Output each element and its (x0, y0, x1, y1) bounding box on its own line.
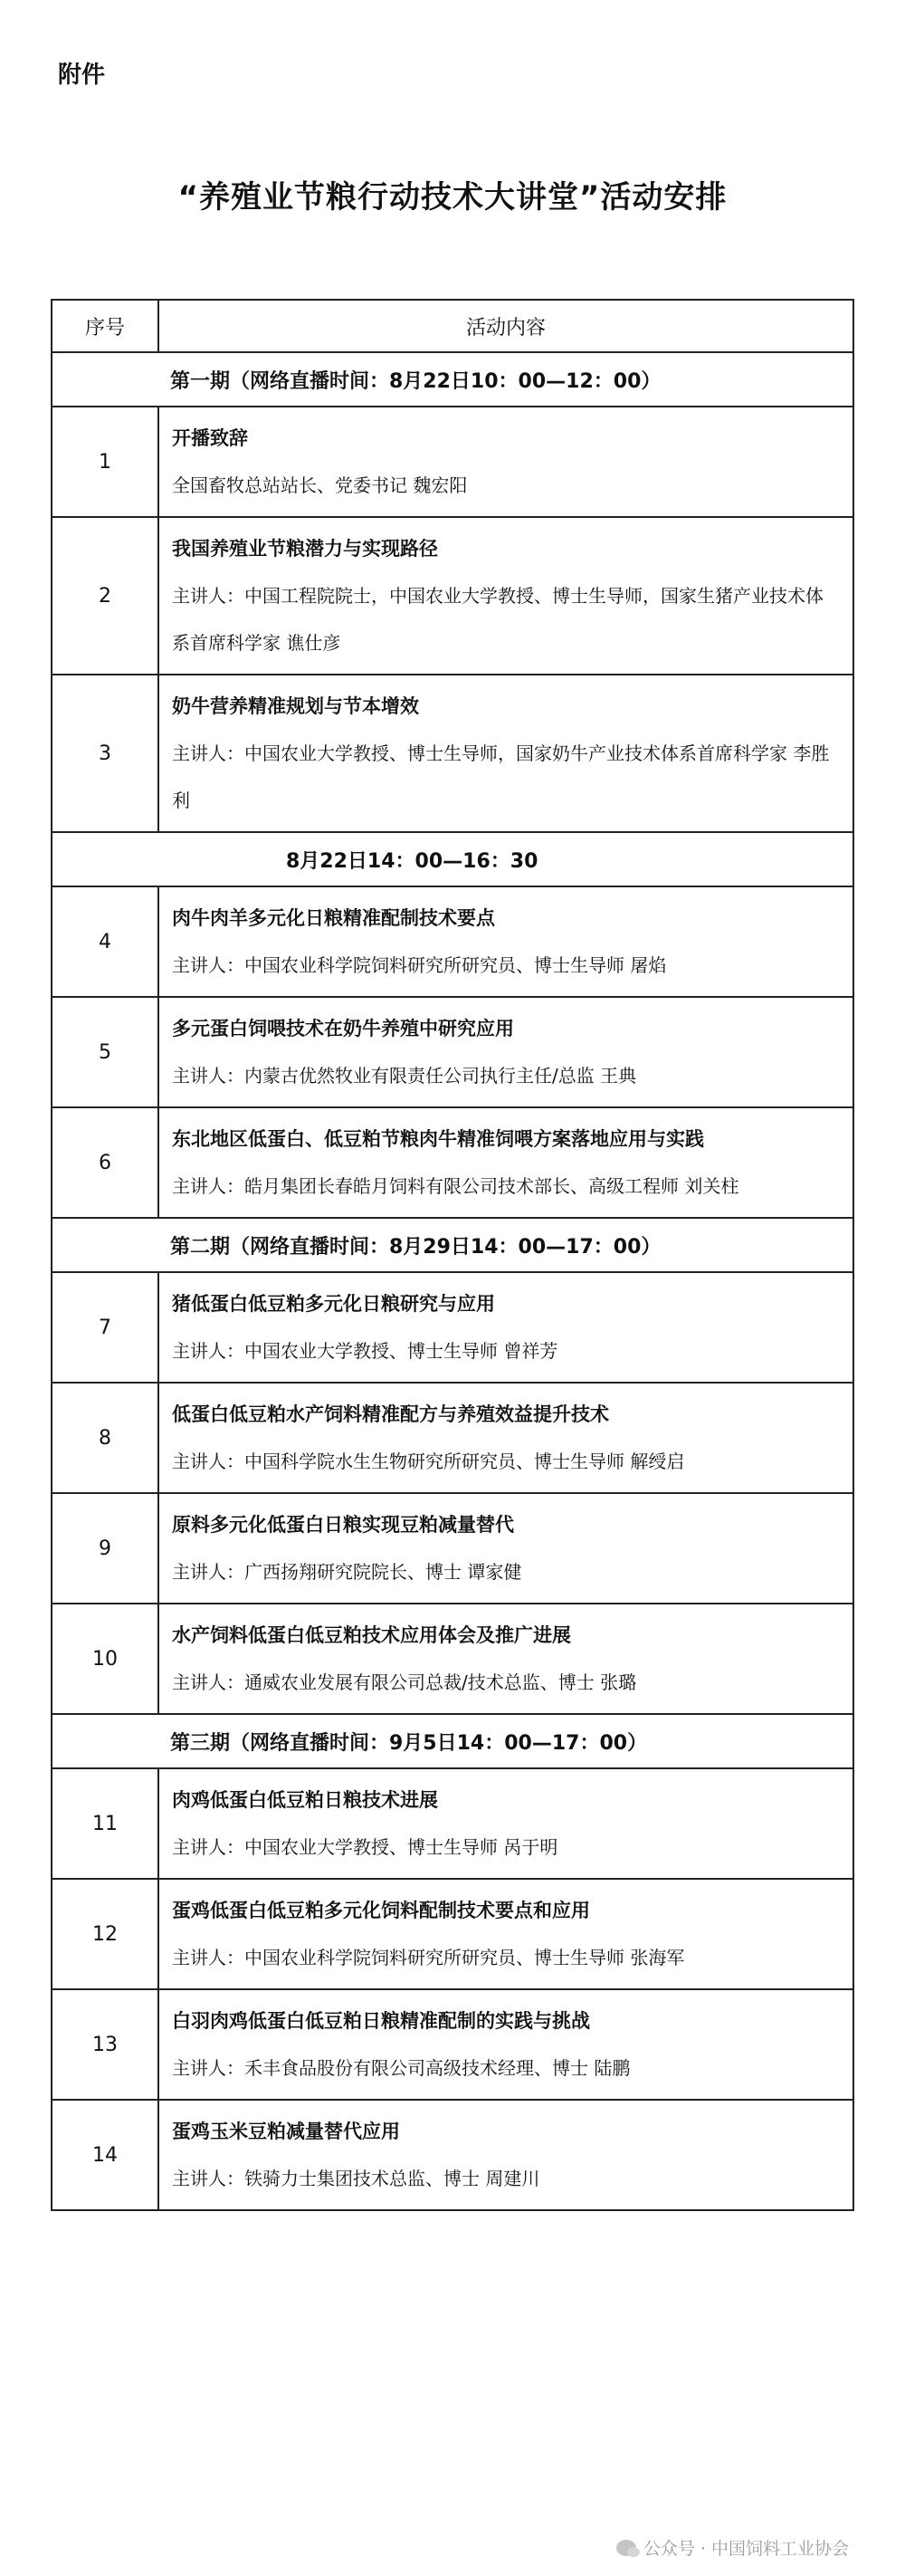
table-row (52, 1879, 853, 1989)
section-heading: 8月22日14：00—16：30 (52, 832, 853, 886)
item-content (158, 1272, 853, 1383)
item-speaker: 主讲人：中国农业大学教授、博士生导师，国家奶牛产业技术体系首席科学家 李胜利 (172, 742, 830, 811)
table-row (52, 997, 853, 1107)
item-speaker: 主讲人：中国工程院院士，中国农业大学教授、博士生导师，国家生猪产业技术体系首席科学家 谯仕彦 (172, 585, 824, 654)
item-content (158, 997, 853, 1107)
item-title: 原料多元化低蛋白日粮实现豆粕减量替代 (172, 1514, 514, 1536)
table-row (52, 1604, 853, 1714)
section-heading: 第一期（网络直播时间：8月22日10：00—12：00） (52, 352, 853, 407)
header-number: 序号 (52, 300, 158, 352)
item-content (158, 1604, 853, 1714)
table-row (52, 1272, 853, 1383)
table-row (52, 1768, 853, 1879)
item-number: 11 (52, 1768, 158, 1879)
table-header-row (52, 300, 853, 352)
section-heading-row (52, 352, 853, 407)
item-content (158, 1989, 853, 2100)
item-number: 1 (52, 407, 158, 517)
item-title: 白羽肉鸡低蛋白低豆粕日粮精准配制的实践与挑战 (172, 2010, 590, 2032)
item-title: 水产饲料低蛋白低豆粕技术应用体会及推广进展 (172, 1624, 571, 1646)
item-number: 8 (52, 1383, 158, 1493)
item-number: 4 (52, 886, 158, 997)
item-title: 蛋鸡玉米豆粕减量替代应用 (172, 2121, 400, 2142)
item-speaker: 主讲人：广西扬翔研究院院长、博士 谭家健 (172, 1561, 522, 1583)
item-title: 东北地区低蛋白、低豆粕节粮肉牛精准饲喂方案落地应用与实践 (172, 1128, 704, 1150)
item-title: 肉鸡低蛋白低豆粕日粮技术进展 (172, 1789, 438, 1811)
item-number: 7 (52, 1272, 158, 1383)
item-title: 开播致辞 (172, 427, 248, 449)
section-heading-row (52, 832, 853, 886)
item-title: 多元蛋白饲喂技术在奶牛养殖中研究应用 (172, 1018, 514, 1039)
item-title: 肉牛肉羊多元化日粮精准配制技术要点 (172, 907, 495, 929)
item-speaker: 主讲人：中国农业科学院饲料研究所研究员、博士生导师 张海军 (172, 1947, 685, 1968)
item-speaker: 主讲人：中国农业科学院饲料研究所研究员、博士生导师 屠焰 (172, 954, 667, 976)
item-speaker: 主讲人：铁骑力士集团技术总监、博士 周建川 (172, 2168, 540, 2189)
item-content (158, 1107, 853, 1218)
table-row (52, 517, 853, 675)
item-title: 低蛋白低豆粕水产饲料精准配方与养殖效益提升技术 (172, 1403, 609, 1425)
item-title: 奶牛营养精准规划与节本增效 (172, 695, 419, 717)
item-speaker: 主讲人：内蒙古优然牧业有限责任公司执行主任/总监 王典 (172, 1065, 637, 1087)
item-number: 10 (52, 1604, 158, 1714)
header-content: 活动内容 (158, 300, 853, 352)
item-content (158, 675, 853, 832)
item-number: 9 (52, 1493, 158, 1604)
attachment-label: 附件 (58, 62, 106, 89)
item-content (158, 407, 853, 517)
item-content (158, 886, 853, 997)
section-heading: 第三期（网络直播时间：9月5日14：00—17：00） (52, 1714, 853, 1768)
schedule-table (51, 299, 854, 2211)
page-title: “养殖业节粮行动技术大讲堂”活动安排 (177, 179, 728, 215)
table-row (52, 675, 853, 832)
wechat-icon (616, 2540, 636, 2556)
table-row (52, 1107, 853, 1218)
item-speaker: 主讲人：禾丰食品股份有限公司高级技术经理、博士 陆鹏 (172, 2057, 631, 2079)
section-heading-row (52, 1218, 853, 1272)
item-number: 5 (52, 997, 158, 1107)
section-heading: 第二期（网络直播时间：8月29日14：00—17：00） (52, 1218, 853, 1272)
item-speaker: 主讲人：中国农业大学教授、博士生导师 曾祥芳 (172, 1340, 558, 1362)
table-row (52, 407, 853, 517)
watermark-text: 公众号 · 中国饲料工业协会 (643, 2539, 849, 2559)
item-speaker: 主讲人：中国农业大学教授、博士生导师 呙于明 (172, 1836, 558, 1858)
item-title: 我国养殖业节粮潜力与实现路径 (172, 538, 438, 560)
table-row (52, 886, 853, 997)
item-speaker: 主讲人：中国科学院水生生物研究所研究员、博士生导师 解绶启 (172, 1451, 685, 1472)
table-row (52, 1493, 853, 1604)
item-number: 6 (52, 1107, 158, 1218)
item-content (158, 1383, 853, 1493)
watermark (616, 2535, 849, 2560)
item-content (158, 1493, 853, 1604)
item-number: 14 (52, 2100, 158, 2210)
table-row (52, 1989, 853, 2100)
item-number: 3 (52, 675, 158, 832)
item-content (158, 1879, 853, 1989)
item-content (158, 2100, 853, 2210)
item-speaker: 主讲人：皓月集团长春皓月饲料有限公司技术部长、高级工程师 刘关柱 (172, 1175, 739, 1197)
item-title: 猪低蛋白低豆粕多元化日粮研究与应用 (172, 1293, 495, 1315)
item-number: 2 (52, 517, 158, 675)
section-heading-row (52, 1714, 853, 1768)
item-speaker: 全国畜牧总站站长、党委书记 魏宏阳 (172, 474, 468, 496)
item-number: 12 (52, 1879, 158, 1989)
table-row (52, 2100, 853, 2210)
item-number: 13 (52, 1989, 158, 2100)
item-title: 蛋鸡低蛋白低豆粕多元化饲料配制技术要点和应用 (172, 1900, 590, 1921)
item-content (158, 1768, 853, 1879)
table-row (52, 1383, 853, 1493)
item-content (158, 517, 853, 675)
item-speaker: 主讲人：通威农业发展有限公司总裁/技术总监、博士 张璐 (172, 1671, 637, 1693)
